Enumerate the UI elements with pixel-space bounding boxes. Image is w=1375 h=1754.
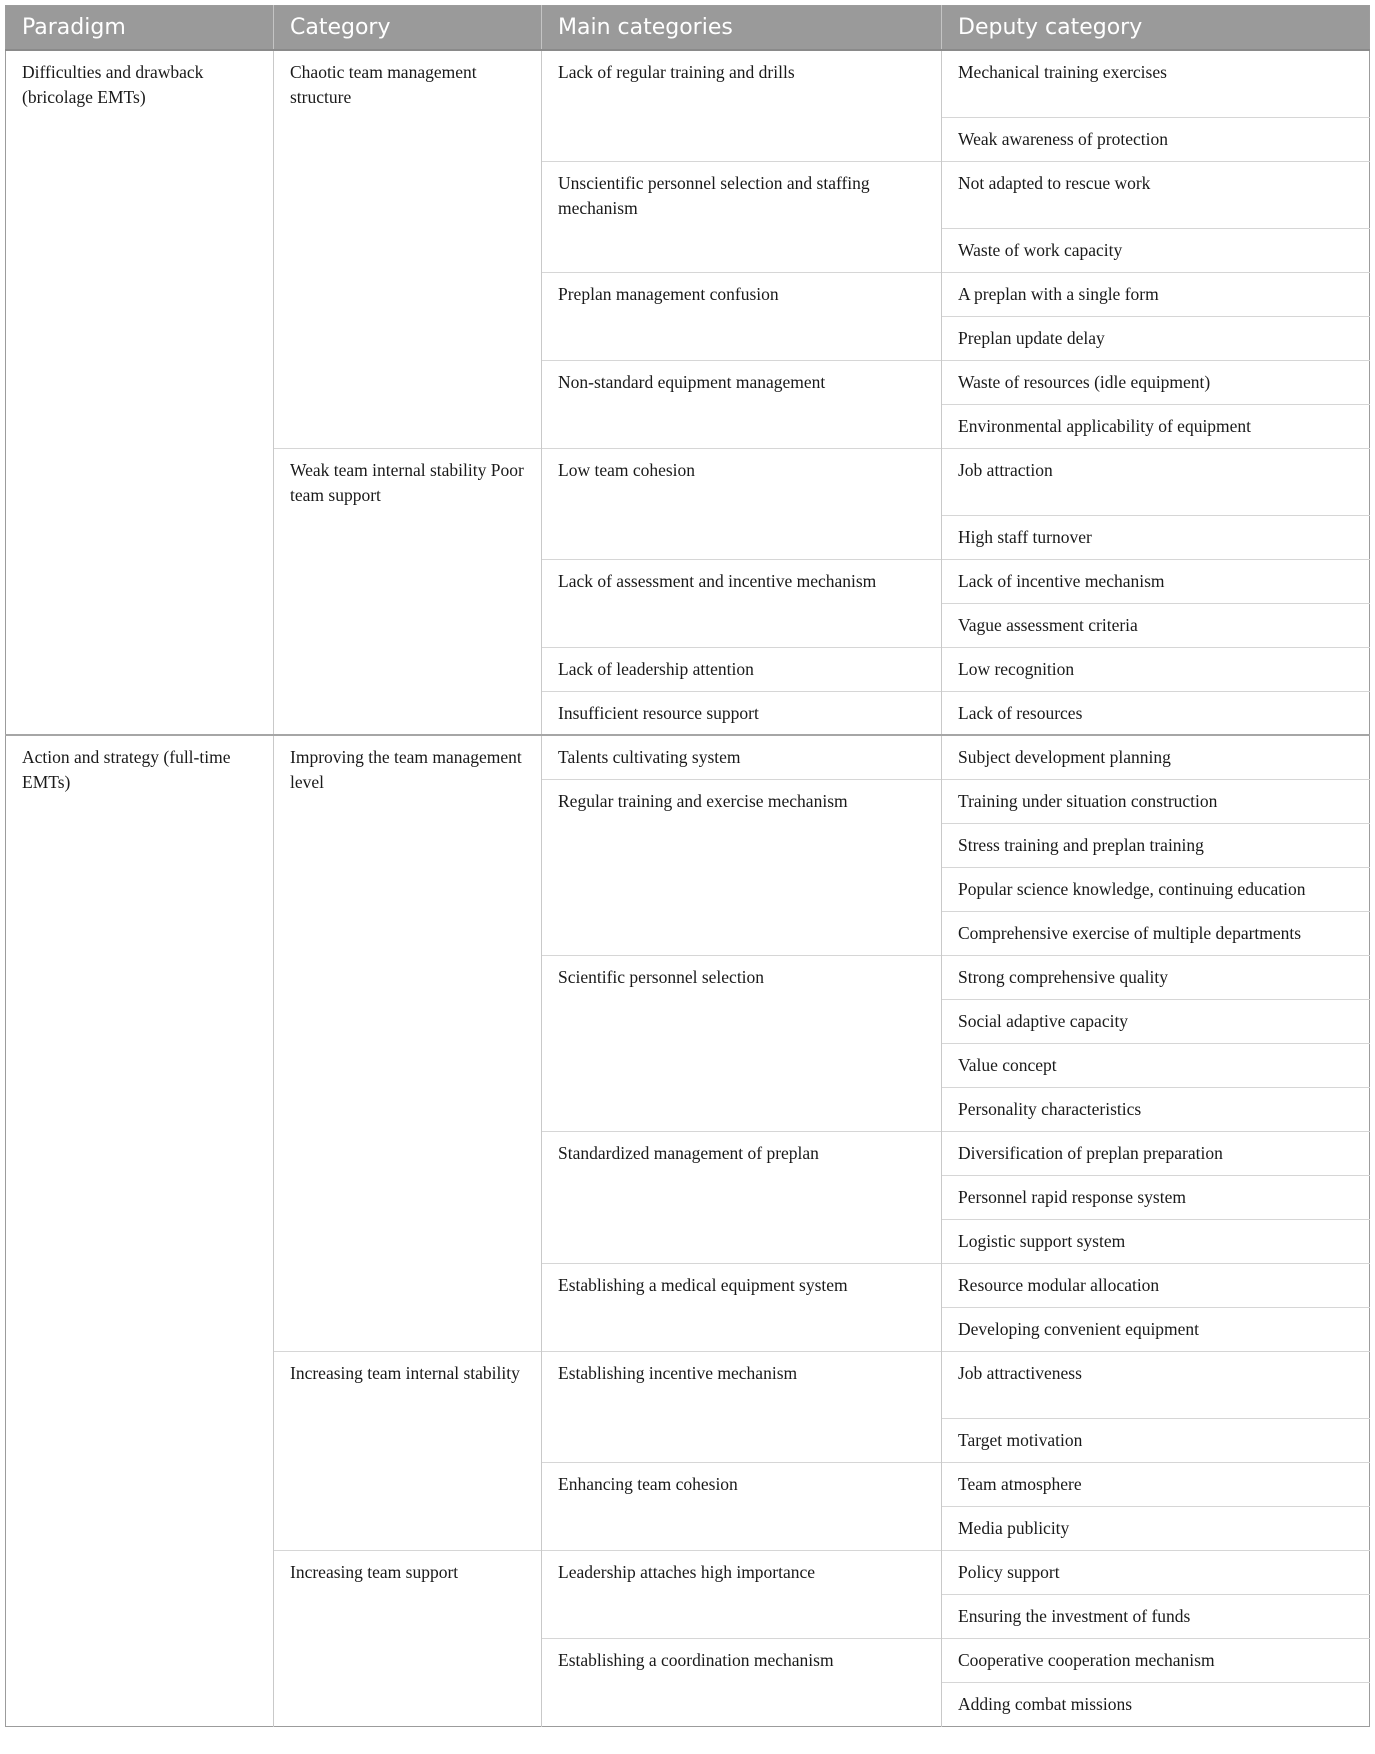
main-category-cell: Leadership attaches high importance — [542, 1550, 942, 1638]
deputy-category-cell: Comprehensive exercise of multiple departments — [942, 911, 1370, 955]
deputy-category-cell: Vague assessment criteria — [942, 603, 1370, 647]
deputy-category-cell: Waste of resources (idle equipment) — [942, 360, 1370, 404]
main-category-cell: Lack of assessment and incentive mechanism — [542, 559, 942, 647]
deputy-category-cell: Stress training and preplan training — [942, 823, 1370, 867]
deputy-category-cell: Resource modular allocation — [942, 1263, 1370, 1307]
main-category-cell: Preplan management confusion — [542, 272, 942, 360]
table-row — [6, 735, 1370, 779]
main-category-cell: Insufficient resource support — [542, 691, 942, 735]
deputy-category-cell: Ensuring the investment of funds — [942, 1594, 1370, 1638]
deputy-category-cell: High staff turnover — [942, 515, 1370, 559]
deputy-category-cell: Value concept — [942, 1043, 1370, 1087]
deputy-category-cell: Job attraction — [942, 448, 1370, 515]
deputy-category-cell: Personnel rapid response system — [942, 1175, 1370, 1219]
deputy-category-cell: Media publicity — [942, 1506, 1370, 1550]
category-cell: Improving the team management level — [274, 735, 542, 1351]
header-paradigm: Paradigm — [6, 6, 274, 51]
header-deputy-category: Deputy category — [942, 6, 1370, 51]
deputy-category-cell: Job attractiveness — [942, 1351, 1370, 1418]
deputy-category-cell: Cooperative cooperation mechanism — [942, 1638, 1370, 1682]
main-category-cell: Talents cultivating system — [542, 735, 942, 779]
qualitative-coding-table — [5, 5, 1370, 1727]
deputy-category-cell: A preplan with a single form — [942, 272, 1370, 316]
deputy-category-cell: Diversification of preplan preparation — [942, 1131, 1370, 1175]
category-cell: Increasing team internal stability — [274, 1351, 542, 1550]
main-category-cell: Non-standard equipment management — [542, 360, 942, 448]
main-category-cell: Establishing a medical equipment system — [542, 1263, 942, 1351]
deputy-category-cell: Mechanical training exercises — [942, 50, 1370, 117]
category-cell: Weak team internal stability Poor team support — [274, 448, 542, 735]
deputy-category-cell: Personality characteristics — [942, 1087, 1370, 1131]
deputy-category-cell: Developing convenient equipment — [942, 1307, 1370, 1351]
deputy-category-cell: Strong comprehensive quality — [942, 955, 1370, 999]
deputy-category-cell: Weak awareness of protection — [942, 117, 1370, 161]
main-category-cell: Scientific personnel selection — [542, 955, 942, 1131]
deputy-category-cell: Preplan update delay — [942, 316, 1370, 360]
category-cell: Chaotic team management structure — [274, 50, 542, 448]
table-row — [6, 50, 1370, 117]
main-category-cell: Lack of leadership attention — [542, 647, 942, 691]
paradigm-cell: Action and strategy (full-time EMTs) — [6, 735, 274, 1726]
main-category-cell: Enhancing team cohesion — [542, 1462, 942, 1550]
main-category-cell: Standardized management of preplan — [542, 1131, 942, 1263]
main-category-cell: Regular training and exercise mechanism — [542, 779, 942, 955]
deputy-category-cell: Adding combat missions — [942, 1682, 1370, 1726]
category-cell: Increasing team support — [274, 1550, 542, 1726]
main-category-cell: Low team cohesion — [542, 448, 942, 559]
deputy-category-cell: Not adapted to rescue work — [942, 161, 1370, 228]
deputy-category-cell: Policy support — [942, 1550, 1370, 1594]
deputy-category-cell: Training under situation construction — [942, 779, 1370, 823]
main-category-cell: Establishing a coordination mechanism — [542, 1638, 942, 1726]
deputy-category-cell: Social adaptive capacity — [942, 999, 1370, 1043]
deputy-category-cell: Team atmosphere — [942, 1462, 1370, 1506]
header-main-categories: Main categories — [542, 6, 942, 51]
main-category-cell: Unscientific personnel selection and staffing mechanism — [542, 161, 942, 272]
deputy-category-cell: Lack of incentive mechanism — [942, 559, 1370, 603]
deputy-category-cell: Low recognition — [942, 647, 1370, 691]
table-body — [6, 50, 1370, 1726]
paradigm-cell: Difficulties and drawback (bricolage EMTs) — [6, 50, 274, 735]
main-category-cell: Establishing incentive mechanism — [542, 1351, 942, 1462]
main-category-cell: Lack of regular training and drills — [542, 50, 942, 161]
deputy-category-cell: Lack of resources — [942, 691, 1370, 735]
deputy-category-cell: Target motivation — [942, 1418, 1370, 1462]
deputy-category-cell: Subject development planning — [942, 735, 1370, 779]
deputy-category-cell: Waste of work capacity — [942, 228, 1370, 272]
deputy-category-cell: Environmental applicability of equipment — [942, 404, 1370, 448]
header-category: Category — [274, 6, 542, 51]
deputy-category-cell: Logistic support system — [942, 1219, 1370, 1263]
deputy-category-cell: Popular science knowledge, continuing education — [942, 867, 1370, 911]
header-row — [6, 6, 1370, 51]
